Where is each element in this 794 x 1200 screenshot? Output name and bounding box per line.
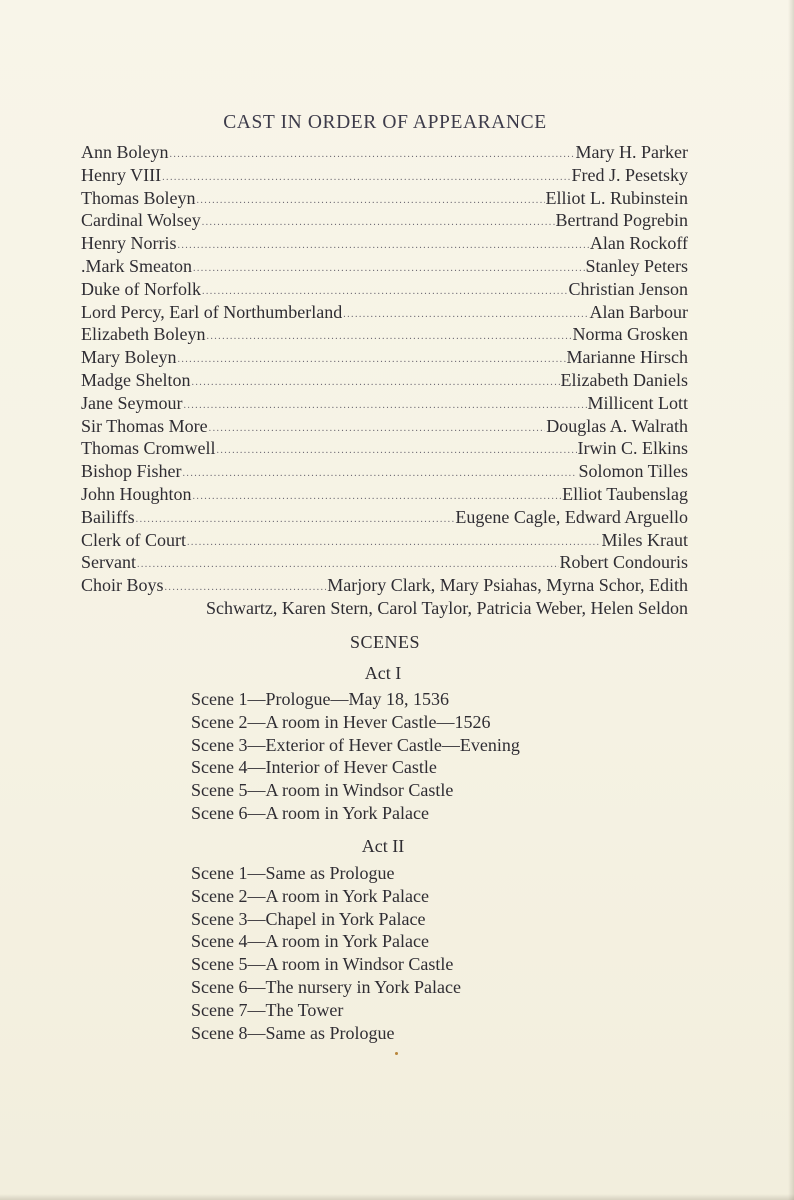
dot-leader: [183, 395, 586, 418]
dot-leader: [183, 463, 578, 486]
cast-role: Mary Boleyn: [81, 347, 177, 368]
dot-leader: [216, 440, 576, 463]
cast-row: [81, 301, 688, 324]
cast-row: [81, 187, 688, 210]
ink-speck: [395, 1052, 398, 1055]
cast-row: [81, 323, 688, 346]
cast-row: [81, 437, 688, 460]
scene-item: Scene 8—Same as Prologue: [191, 1022, 395, 1043]
cast-actor: Stanley Peters: [585, 255, 688, 276]
scene-item: Scene 1—Prologue—May 18, 1536: [191, 689, 449, 709]
cast-row: [81, 551, 688, 574]
cast-row: [81, 483, 688, 506]
dot-leader: [343, 304, 588, 327]
cast-row: [81, 415, 688, 438]
scene-item: Scene 3—Chapel in York Palace: [191, 908, 426, 929]
scene-item: Scene 2—A room in Hever Castle—1526: [191, 711, 491, 732]
dot-leader: [193, 258, 585, 281]
scene-item: Scene 7—The Tower: [191, 999, 344, 1020]
dot-leader: [209, 418, 546, 441]
cast-row: [81, 346, 688, 369]
act-2-scene-list: [191, 862, 461, 1044]
cast-role: Elizabeth Boleyn: [81, 324, 206, 345]
cast-actor: Elizabeth Daniels: [560, 369, 688, 390]
scene-item: Scene 5—A room in Windsor Castle: [191, 954, 454, 975]
cast-row: [81, 460, 688, 483]
cast-role: Henry Norris: [81, 233, 177, 254]
cast-role: Jane Seymour: [81, 392, 183, 413]
dot-leader: [136, 509, 455, 532]
scene-item: Scene 3—Exterior of Hever Castle—Evening: [191, 734, 520, 755]
cast-row: [81, 209, 688, 232]
dot-leader: [197, 190, 545, 213]
cast-role: John Houghton: [81, 483, 192, 504]
act-title: Act II: [361, 836, 405, 856]
cast-actor: Miles Kraut: [601, 529, 688, 550]
cast-role: Cardinal Wolsey: [81, 210, 201, 231]
cast-role: Madge Shelton: [81, 369, 191, 390]
cast-actor: Douglas A. Walrath: [546, 415, 688, 436]
cast-row: [81, 392, 688, 415]
cast-actor: Marianne Hirsch: [566, 347, 688, 368]
cast-role: Thomas Boleyn: [81, 187, 196, 208]
cast-row: [81, 164, 688, 187]
cast-actor: Irwin C. Elkins: [577, 438, 688, 459]
cast-row: [81, 278, 688, 301]
cast-actor: Alan Rockoff: [589, 233, 688, 254]
scenes-title: SCENES: [349, 632, 421, 652]
paper-edge-right: [788, 0, 794, 1200]
cast-role: Sir Thomas More: [81, 415, 208, 436]
dot-leader: [202, 281, 568, 304]
scene-item: Scene 6—The nursery in York Palace: [191, 976, 461, 997]
cast-actor: Marjory Clark, Mary Psiahas, Myrna Schor, Edith: [327, 575, 688, 596]
cast-role: Thomas Cromwell: [81, 438, 216, 459]
cast-role: Clerk of Court: [81, 529, 186, 550]
cast-actor: Millicent Lott: [587, 392, 688, 413]
cast-row: [81, 506, 688, 529]
cast-actor: Norma Grosken: [572, 324, 688, 345]
cast-role: Ann Boleyn: [81, 142, 169, 162]
cast-role: Bishop Fisher: [81, 461, 182, 482]
cast-actor: Robert Condouris: [559, 552, 688, 573]
cast-list: [81, 141, 688, 620]
scene-item: Scene 2—A room in York Palace: [191, 885, 429, 906]
dot-leader: [202, 212, 555, 235]
cast-role: Bailiffs: [81, 506, 135, 527]
cast-row: [81, 369, 688, 392]
scene-item: Scene 6—A room in York Palace: [191, 802, 429, 823]
cast-role: Servant: [81, 552, 136, 573]
cast-actor: Alan Barbour: [589, 301, 688, 322]
cast-row: [81, 529, 688, 552]
cast-role: Lord Percy, Earl of Northumberland: [81, 301, 343, 322]
cast-actor: Christian Jenson: [568, 278, 688, 299]
paper-edge-bottom: [0, 1194, 794, 1200]
cast-role: Henry VIII: [81, 164, 162, 185]
cast-actor: Mary H. Parker: [575, 142, 688, 162]
dot-leader: [137, 554, 559, 577]
scene-item: Scene 1—Same as Prologue: [191, 863, 395, 883]
cast-row: [81, 255, 688, 278]
dot-leader: [170, 144, 575, 167]
cast-continuation: Schwartz, Karen Stern, Carol Taylor, Patricia Weber, Helen Seldon: [205, 597, 688, 618]
cast-actor: Bertrand Pogrebin: [555, 210, 688, 231]
dot-leader: [177, 349, 565, 372]
scene-item: Scene 4—Interior of Hever Castle: [191, 757, 437, 778]
cast-row: [81, 141, 688, 164]
cast-actor: Eugene Cagle, Edward Arguello: [455, 506, 688, 527]
act-title: Act I: [364, 663, 402, 683]
dot-leader: [165, 577, 327, 600]
cast-actor: Fred J. Pesetsky: [571, 164, 688, 185]
act-1-scene-list: [191, 688, 520, 825]
dot-leader: [177, 235, 588, 258]
cast-row: [81, 574, 688, 597]
dot-leader: [206, 326, 571, 349]
cast-actor: Elliot Taubenslag: [562, 483, 688, 504]
dot-leader: [187, 532, 601, 555]
cast-role: .Mark Smeaton: [81, 255, 192, 276]
scene-item: Scene 4—A room in York Palace: [191, 931, 429, 952]
scene-item: Scene 5—A room in Windsor Castle: [191, 780, 454, 801]
cast-title: CAST IN ORDER OF APPEARANCE: [223, 112, 547, 133]
cast-role: Duke of Norfolk: [81, 278, 201, 299]
cast-actor: Elliot L. Rubinstein: [545, 187, 688, 208]
dot-leader: [192, 372, 560, 395]
cast-role: Choir Boys: [81, 575, 164, 596]
cast-actor: Solomon Tilles: [578, 461, 688, 482]
dot-leader: [162, 167, 570, 190]
dot-leader: [193, 486, 562, 509]
cast-row: [81, 232, 688, 255]
